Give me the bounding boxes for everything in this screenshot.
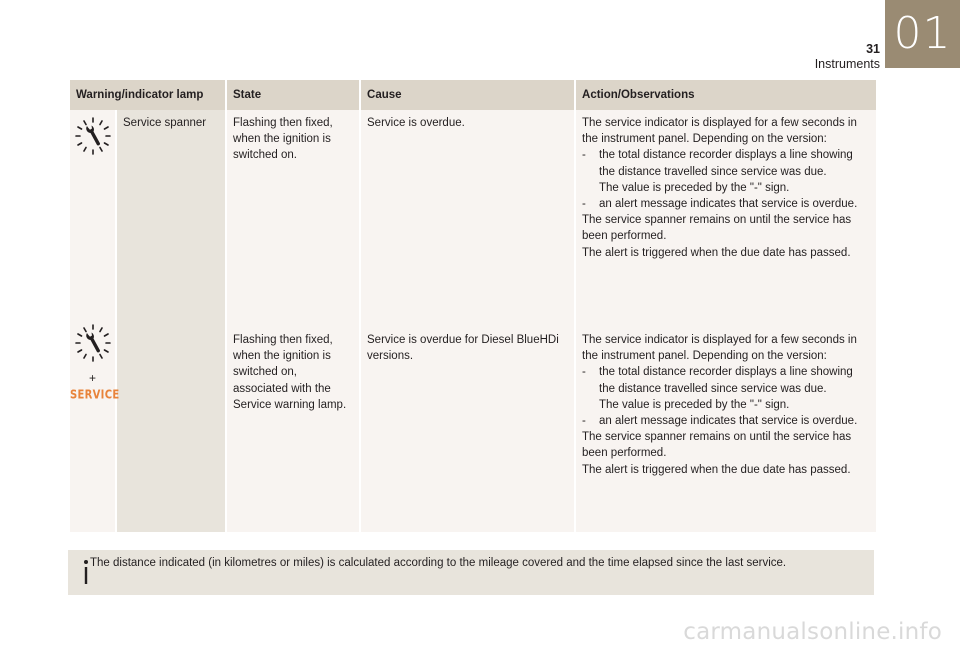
lamp-observations (576, 319, 876, 532)
observation-bullet-text: an alert message indicates that service is overdue. (599, 415, 858, 428)
watermark: carmanualsonline.info (683, 619, 942, 645)
observation-alert: The alert is triggered when the due date has passed. (582, 246, 851, 259)
observation-bullet-continuation: The value is preceded by the "-" sign. (599, 181, 790, 194)
lamp-name (117, 319, 225, 532)
observation-bullet-continuation: The value is preceded by the "-" sign. (599, 398, 790, 411)
column-header-lamp: Warning/indicator lamp (70, 80, 225, 110)
bullet-dash: - (582, 149, 586, 162)
column-header-state: State (227, 80, 359, 110)
lamp-cause: Service is overdue for Diesel BlueHDi versions. (361, 319, 574, 532)
column-header-observations: Action/Observations (576, 80, 876, 110)
info-note-text: The distance indicated (in kilometres or miles) is calculated according to the mileage covered and the time elapsed since the last service. (90, 557, 787, 569)
observation-intro: The service indicator is displayed for a few seconds in the instrument panel. Depending on the version: (582, 117, 857, 146)
lamp-icon-cell (70, 110, 115, 319)
page-number: 31 (866, 42, 880, 56)
chapter-tab: 01 (885, 0, 960, 68)
observation-bullet (582, 196, 870, 212)
observation-bullet-text: the total distance recorder displays a line showing the distance travelled since service was due. (599, 149, 853, 178)
observation-remains: The service spanner remains on until the service has been performed. (582, 214, 852, 243)
observation-alert: The alert is triggered when the due date has passed. (582, 463, 851, 476)
lamp-state: Flashing then fixed, when the ignition is switched on, associated with the Service warning lamp. (227, 319, 359, 532)
info-note (68, 550, 874, 595)
observation-bullet-text: the total distance recorder displays a line showing the distance travelled since service was due. (599, 366, 853, 395)
observation-remains: The service spanner remains on until the service has been performed. (582, 431, 852, 460)
table-header-row (70, 80, 876, 110)
plus-sign: + (88, 371, 96, 386)
lamp-cause: Service is overdue. (361, 110, 574, 319)
bullet-dash: - (582, 415, 586, 428)
observation-bullet (582, 364, 870, 396)
table-row (70, 110, 876, 319)
lamp-state: Flashing then fixed, when the ignition is switched on. (227, 110, 359, 319)
lamp-icon-cell (70, 319, 120, 532)
service-warning-icon: SERVICE (70, 388, 120, 403)
observation-bullet (582, 147, 870, 179)
observation-intro: The service indicator is displayed for a few seconds in the instrument panel. Depending on the version: (582, 334, 857, 363)
lamp-observations (576, 110, 876, 319)
section-title: Instruments (814, 57, 880, 71)
column-header-cause: Cause (361, 80, 574, 110)
bullet-dash: - (582, 198, 586, 211)
observation-bullet (582, 413, 870, 429)
warning-lamp-table (68, 80, 878, 532)
bullet-dash: - (582, 366, 586, 379)
observation-bullet-text: an alert message indicates that service is overdue. (599, 198, 858, 211)
service-spanner-icon (73, 322, 113, 364)
service-spanner-icon (73, 115, 113, 157)
lamp-name: Service spanner (117, 110, 225, 319)
table-row (70, 319, 876, 532)
